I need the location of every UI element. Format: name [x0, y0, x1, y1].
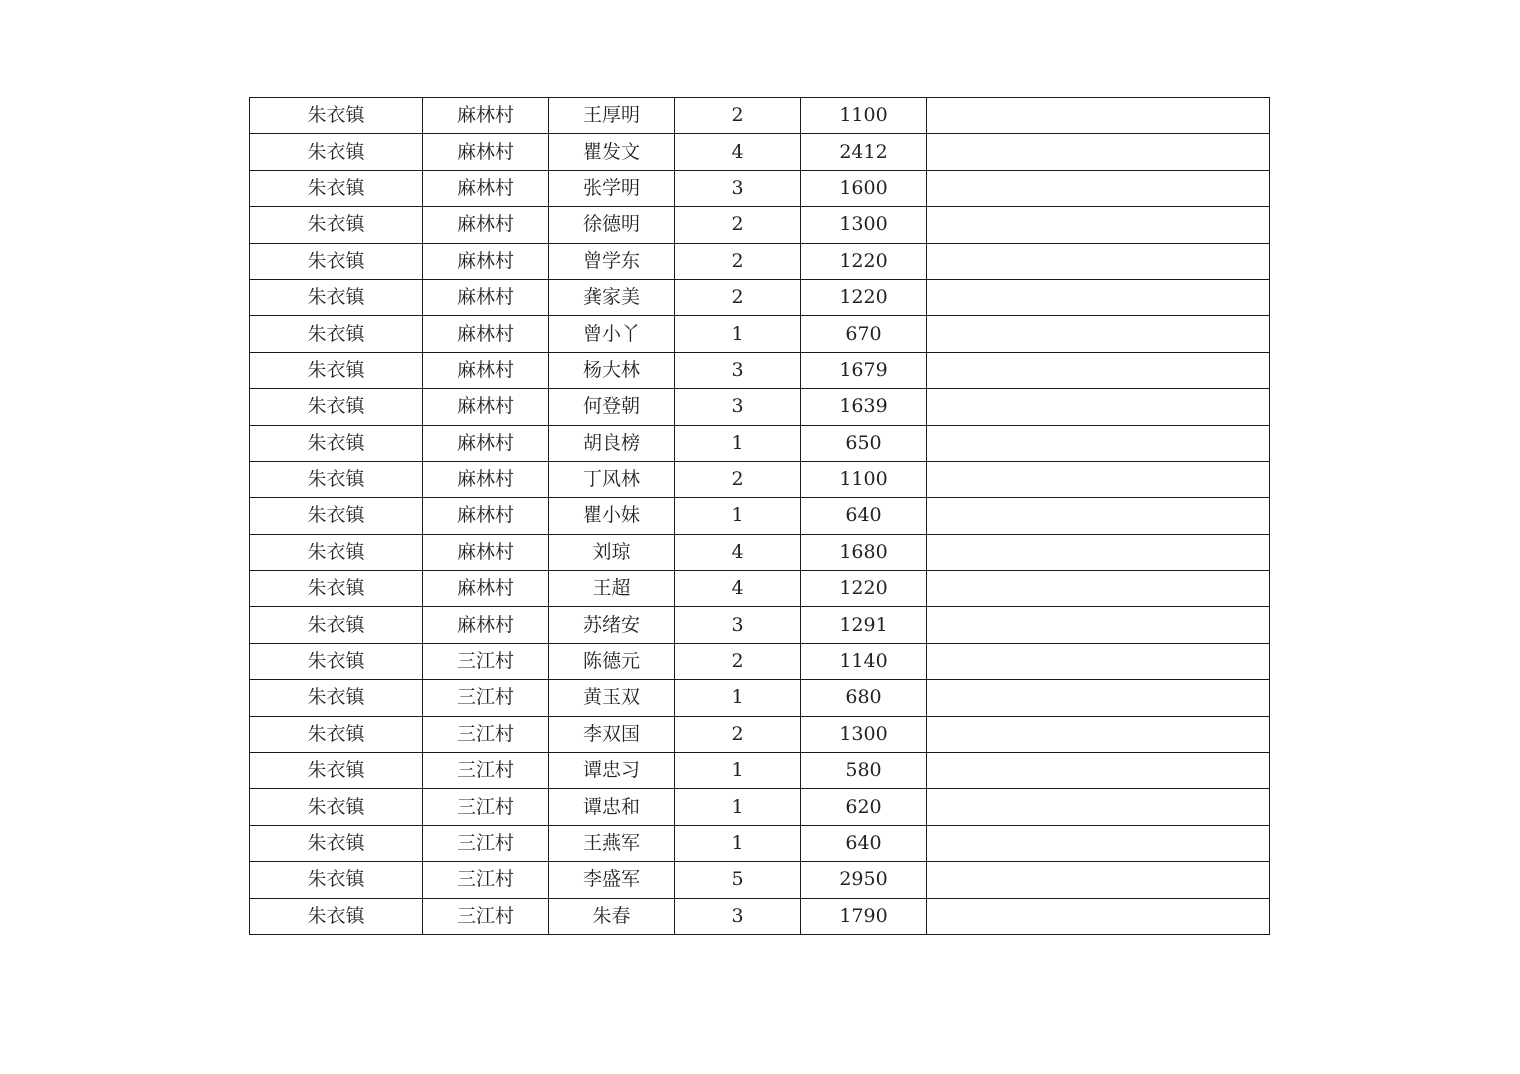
name-cell: 丁风林 [549, 461, 675, 497]
village-cell: 麻林村 [423, 207, 549, 243]
amount-cell: 1220 [801, 571, 927, 607]
village-cell: 麻林村 [423, 134, 549, 170]
amount-cell: 1140 [801, 643, 927, 679]
village-cell: 麻林村 [423, 461, 549, 497]
table-row [250, 534, 1270, 570]
village-cell: 三江村 [423, 643, 549, 679]
town-cell: 朱衣镇 [250, 425, 423, 461]
village-cell: 三江村 [423, 753, 549, 789]
persons-cell: 3 [675, 170, 801, 206]
name-cell: 杨大林 [549, 352, 675, 388]
table-row [250, 862, 1270, 898]
town-cell: 朱衣镇 [250, 643, 423, 679]
note-cell [927, 134, 1270, 170]
village-cell: 三江村 [423, 862, 549, 898]
amount-cell: 680 [801, 680, 927, 716]
table-row [250, 825, 1270, 861]
village-cell: 麻林村 [423, 571, 549, 607]
amount-cell: 640 [801, 825, 927, 861]
name-cell: 张学明 [549, 170, 675, 206]
village-cell: 麻林村 [423, 279, 549, 315]
persons-cell: 4 [675, 534, 801, 570]
town-cell: 朱衣镇 [250, 607, 423, 643]
table-row [250, 571, 1270, 607]
amount-cell: 1300 [801, 716, 927, 752]
table-row [250, 134, 1270, 170]
note-cell [927, 862, 1270, 898]
persons-cell: 2 [675, 243, 801, 279]
note-cell [927, 643, 1270, 679]
table-row [250, 279, 1270, 315]
village-cell: 麻林村 [423, 425, 549, 461]
village-cell: 麻林村 [423, 607, 549, 643]
persons-cell: 2 [675, 279, 801, 315]
name-cell: 瞿发文 [549, 134, 675, 170]
name-cell: 谭忠习 [549, 753, 675, 789]
amount-cell: 620 [801, 789, 927, 825]
note-cell [927, 789, 1270, 825]
name-cell: 李盛军 [549, 862, 675, 898]
name-cell: 徐德明 [549, 207, 675, 243]
town-cell: 朱衣镇 [250, 534, 423, 570]
name-cell: 谭忠和 [549, 789, 675, 825]
note-cell [927, 98, 1270, 134]
note-cell [927, 680, 1270, 716]
table-row [250, 243, 1270, 279]
town-cell: 朱衣镇 [250, 461, 423, 497]
amount-cell: 1100 [801, 98, 927, 134]
table-row [250, 425, 1270, 461]
note-cell [927, 534, 1270, 570]
persons-cell: 3 [675, 607, 801, 643]
table-row [250, 207, 1270, 243]
town-cell: 朱衣镇 [250, 389, 423, 425]
persons-cell: 4 [675, 571, 801, 607]
name-cell: 何登朝 [549, 389, 675, 425]
name-cell: 王厚明 [549, 98, 675, 134]
persons-cell: 4 [675, 134, 801, 170]
table-row [250, 389, 1270, 425]
note-cell [927, 461, 1270, 497]
town-cell: 朱衣镇 [250, 352, 423, 388]
table-row [250, 680, 1270, 716]
amount-cell: 1300 [801, 207, 927, 243]
name-cell: 李双国 [549, 716, 675, 752]
name-cell: 曾小丫 [549, 316, 675, 352]
note-cell [927, 825, 1270, 861]
village-cell: 麻林村 [423, 352, 549, 388]
town-cell: 朱衣镇 [250, 789, 423, 825]
village-cell: 三江村 [423, 716, 549, 752]
town-cell: 朱衣镇 [250, 862, 423, 898]
persons-cell: 1 [675, 425, 801, 461]
village-cell: 麻林村 [423, 243, 549, 279]
note-cell [927, 898, 1270, 934]
town-cell: 朱衣镇 [250, 170, 423, 206]
amount-cell: 580 [801, 753, 927, 789]
table-row [250, 170, 1270, 206]
amount-cell: 1220 [801, 279, 927, 315]
table-row [250, 643, 1270, 679]
note-cell [927, 207, 1270, 243]
town-cell: 朱衣镇 [250, 753, 423, 789]
amount-cell: 1291 [801, 607, 927, 643]
persons-cell: 1 [675, 498, 801, 534]
note-cell [927, 352, 1270, 388]
amount-cell: 1639 [801, 389, 927, 425]
town-cell: 朱衣镇 [250, 571, 423, 607]
village-cell: 三江村 [423, 898, 549, 934]
amount-cell: 1600 [801, 170, 927, 206]
note-cell [927, 170, 1270, 206]
town-cell: 朱衣镇 [250, 98, 423, 134]
amount-cell: 1100 [801, 461, 927, 497]
village-cell: 麻林村 [423, 498, 549, 534]
note-cell [927, 243, 1270, 279]
table-body [250, 98, 1270, 935]
note-cell [927, 571, 1270, 607]
amount-cell: 1679 [801, 352, 927, 388]
amount-cell: 2412 [801, 134, 927, 170]
persons-cell: 1 [675, 825, 801, 861]
amount-cell: 1790 [801, 898, 927, 934]
town-cell: 朱衣镇 [250, 898, 423, 934]
persons-cell: 2 [675, 207, 801, 243]
village-cell: 麻林村 [423, 389, 549, 425]
amount-cell: 1220 [801, 243, 927, 279]
village-cell: 麻林村 [423, 316, 549, 352]
town-cell: 朱衣镇 [250, 207, 423, 243]
village-cell: 麻林村 [423, 98, 549, 134]
note-cell [927, 607, 1270, 643]
amount-cell: 2950 [801, 862, 927, 898]
name-cell: 王超 [549, 571, 675, 607]
amount-cell: 640 [801, 498, 927, 534]
village-cell: 三江村 [423, 789, 549, 825]
name-cell: 刘琼 [549, 534, 675, 570]
table-row [250, 461, 1270, 497]
note-cell [927, 753, 1270, 789]
table-row [250, 352, 1270, 388]
note-cell [927, 389, 1270, 425]
persons-cell: 3 [675, 389, 801, 425]
name-cell: 龚家美 [549, 279, 675, 315]
persons-cell: 2 [675, 716, 801, 752]
town-cell: 朱衣镇 [250, 680, 423, 716]
name-cell: 曾学东 [549, 243, 675, 279]
town-cell: 朱衣镇 [250, 498, 423, 534]
name-cell: 朱春 [549, 898, 675, 934]
village-cell: 麻林村 [423, 170, 549, 206]
town-cell: 朱衣镇 [250, 279, 423, 315]
persons-cell: 2 [675, 461, 801, 497]
village-cell: 三江村 [423, 825, 549, 861]
table-row [250, 716, 1270, 752]
note-cell [927, 716, 1270, 752]
persons-cell: 5 [675, 862, 801, 898]
town-cell: 朱衣镇 [250, 716, 423, 752]
table-row [250, 753, 1270, 789]
note-cell [927, 425, 1270, 461]
town-cell: 朱衣镇 [250, 316, 423, 352]
table-row [250, 789, 1270, 825]
note-cell [927, 498, 1270, 534]
name-cell: 王燕军 [549, 825, 675, 861]
name-cell: 瞿小妹 [549, 498, 675, 534]
town-cell: 朱衣镇 [250, 825, 423, 861]
persons-cell: 1 [675, 680, 801, 716]
persons-cell: 2 [675, 643, 801, 679]
amount-cell: 650 [801, 425, 927, 461]
table-row [250, 98, 1270, 134]
amount-cell: 1680 [801, 534, 927, 570]
name-cell: 黄玉双 [549, 680, 675, 716]
table-row [250, 498, 1270, 534]
name-cell: 陈德元 [549, 643, 675, 679]
persons-cell: 3 [675, 898, 801, 934]
name-cell: 胡良榜 [549, 425, 675, 461]
note-cell [927, 279, 1270, 315]
village-cell: 麻林村 [423, 534, 549, 570]
data-table [249, 97, 1270, 935]
table-row [250, 898, 1270, 934]
persons-cell: 1 [675, 316, 801, 352]
note-cell [927, 316, 1270, 352]
amount-cell: 670 [801, 316, 927, 352]
persons-cell: 2 [675, 98, 801, 134]
town-cell: 朱衣镇 [250, 134, 423, 170]
village-cell: 三江村 [423, 680, 549, 716]
table-row [250, 316, 1270, 352]
town-cell: 朱衣镇 [250, 243, 423, 279]
name-cell: 苏绪安 [549, 607, 675, 643]
persons-cell: 3 [675, 352, 801, 388]
persons-cell: 1 [675, 753, 801, 789]
persons-cell: 1 [675, 789, 801, 825]
table-row [250, 607, 1270, 643]
